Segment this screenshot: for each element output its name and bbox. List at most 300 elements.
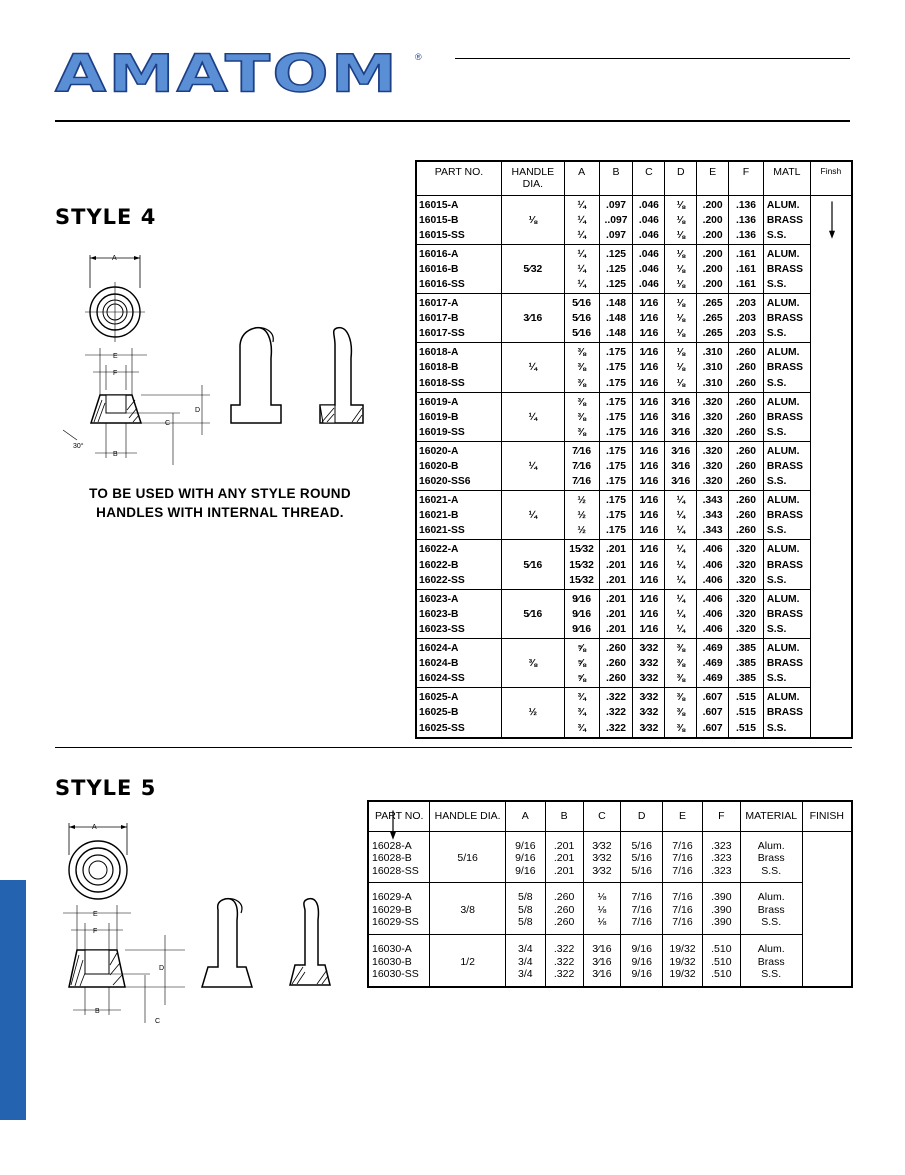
cell-b-line: .260 xyxy=(553,916,575,929)
cell-f-line: .390 xyxy=(711,916,732,929)
cell-f-line: .320 xyxy=(735,608,756,620)
cell-f-line: .260 xyxy=(735,411,756,423)
style4-dim-d: D xyxy=(195,407,201,414)
cell-parts-line: 16015-SS xyxy=(419,229,465,241)
cell-b-line: .175 xyxy=(605,495,627,507)
table-row-group xyxy=(416,540,852,589)
cell-parts-line: 16018-SS xyxy=(419,377,465,389)
cell-f-line: .323 xyxy=(711,852,732,865)
cell-a xyxy=(564,392,599,441)
cell-c-line: 1⁄16 xyxy=(639,313,659,325)
cell-c xyxy=(633,294,665,343)
cell-matl-line: S.S. xyxy=(766,377,787,389)
cell-e-line: .320 xyxy=(702,426,723,438)
cell-d-line: ¼ xyxy=(676,623,686,635)
cell-b-line: .175 xyxy=(605,476,627,488)
cell-d xyxy=(665,688,697,738)
cell-c-line: 1⁄16 xyxy=(639,377,659,389)
cell-f-line: .390 xyxy=(711,891,732,904)
cell-parts-line: 16023-A xyxy=(419,593,459,605)
cell-handle-value: ⅜ xyxy=(528,658,538,670)
cell-c-line: 1⁄16 xyxy=(639,593,659,605)
cell-a-line: ⅜ xyxy=(577,347,586,359)
cell-matl-line: ALUM. xyxy=(766,692,800,704)
cell-a-line: ½ xyxy=(577,495,586,507)
cell-parts-line: 16018-B xyxy=(419,362,459,374)
cell-matl-line: S.S. xyxy=(766,476,787,488)
cell-matl-line: ALUM. xyxy=(766,298,800,310)
cell-d xyxy=(665,441,697,490)
cell-f-line: .320 xyxy=(735,544,756,556)
cell-c-line: .046 xyxy=(638,214,659,226)
cell-c xyxy=(633,343,665,392)
cell-d xyxy=(665,589,697,638)
col-b: B xyxy=(599,161,633,195)
cell-parts-line: 16030-SS xyxy=(372,968,419,981)
cell-f xyxy=(702,883,740,935)
style4-handle-solid-icon xyxy=(231,328,281,423)
cell-a xyxy=(564,688,599,738)
cell-parts-line: 16022-SS xyxy=(419,574,465,586)
cell-c-line: 3⁄16 xyxy=(592,955,612,968)
cell-c-line: 1⁄16 xyxy=(639,544,659,556)
cell-matl-line: ALUM. xyxy=(766,495,800,507)
col-f: F xyxy=(729,161,764,195)
cell-a-line: 15⁄32 xyxy=(569,574,594,586)
cell-a-line: ⅜ xyxy=(577,362,586,374)
cell-c-line: 3⁄32 xyxy=(639,673,659,685)
cell-parts-line: 16018-A xyxy=(419,347,459,359)
cell-e-line: .310 xyxy=(702,362,723,374)
cell-f xyxy=(702,935,740,987)
cell-f xyxy=(729,639,764,688)
cell-d-line: ⅜ xyxy=(676,643,686,655)
cell-matl-line: ALUM. xyxy=(766,248,800,260)
cell-d-line: 7/16 xyxy=(631,916,652,929)
cell-b-line: .322 xyxy=(605,707,627,719)
cell-c xyxy=(583,935,621,987)
cell-matl-line: BRASS xyxy=(766,411,803,423)
cell-b-line: .201 xyxy=(605,544,627,556)
cell-matl xyxy=(763,688,810,738)
cell-a xyxy=(505,883,545,935)
table-row-group xyxy=(368,883,852,935)
cell-b xyxy=(599,441,633,490)
table-row-group xyxy=(416,589,852,638)
cell-e-line: .406 xyxy=(702,559,723,571)
cell-b-line: ..097 xyxy=(604,214,628,226)
col-matl: MATL xyxy=(763,161,810,195)
cell-f-line: .136 xyxy=(735,229,756,241)
cell-matl-line: ALUM. xyxy=(766,643,800,655)
cell-a-line: 7⁄16 xyxy=(572,445,592,457)
style4-heading: STYLE 4 xyxy=(55,205,157,229)
cell-f-line: .385 xyxy=(735,673,756,685)
cell-b-line: .175 xyxy=(605,445,627,457)
cell-parts-line: 16025-SS xyxy=(419,722,465,734)
cell-d xyxy=(665,195,697,244)
cell-handle xyxy=(502,343,565,392)
cell-d-line: 3⁄16 xyxy=(671,476,691,488)
cell-parts-line: 16024-B xyxy=(419,658,459,670)
cell-e-line: .469 xyxy=(702,658,723,670)
cell-f xyxy=(729,392,764,441)
cell-matl-line: S.S. xyxy=(766,525,787,537)
cell-f-line: .260 xyxy=(735,476,756,488)
cell-f xyxy=(729,441,764,490)
cell-c-line: 1⁄16 xyxy=(639,495,659,507)
style4-note-line1: TO BE USED WITH ANY STYLE ROUND xyxy=(89,486,351,501)
section-divider xyxy=(55,747,852,748)
cell-matl xyxy=(740,831,802,883)
style5-drawing xyxy=(55,815,355,1025)
cell-parts-line: 16029-SS xyxy=(372,916,419,929)
cell-b-line: .201 xyxy=(605,623,627,635)
cell-e-line: .200 xyxy=(702,229,723,241)
cell-e-line: .343 xyxy=(702,525,723,537)
cell-e-line: 7/16 xyxy=(672,864,693,877)
cell-f xyxy=(729,540,764,589)
cell-handle xyxy=(502,589,565,638)
cell-e xyxy=(697,244,729,293)
cell-handle xyxy=(502,294,565,343)
style5-dim-a: A xyxy=(92,824,97,831)
col-c: C xyxy=(633,161,665,195)
style4-header-row xyxy=(416,161,852,195)
cell-e-line: .200 xyxy=(702,214,723,226)
cell-handle-value: ¼ xyxy=(528,362,538,374)
cell-a-line: ¾ xyxy=(577,707,586,719)
cell-matl-line: Brass xyxy=(757,852,785,865)
cell-c-line: ⅛ xyxy=(597,891,607,904)
cell-matl xyxy=(763,343,810,392)
cell-a-line: 7⁄16 xyxy=(572,461,592,472)
cell-e xyxy=(697,195,729,244)
style4-dim-c: C xyxy=(165,420,171,427)
cell-c xyxy=(633,639,665,688)
cell-matl-line: ALUM. xyxy=(766,396,800,408)
cell-c-line: .046 xyxy=(638,278,659,290)
table-row-group xyxy=(416,343,852,392)
cell-handle-value: ¼ xyxy=(528,461,538,472)
cell-a-line: ⅜ xyxy=(577,396,586,408)
cell-parts-line: 16020-B xyxy=(419,461,459,472)
finish-cell xyxy=(810,195,852,738)
cell-parts xyxy=(416,589,502,638)
cell-c-line: 3⁄32 xyxy=(639,692,659,704)
cell-f xyxy=(729,195,764,244)
cell-parts xyxy=(416,195,502,244)
cell-e-line: .265 xyxy=(702,298,723,310)
cell-d-line: ⅛ xyxy=(676,263,686,275)
cell-a-line: 9⁄16 xyxy=(572,623,592,635)
cell-f-line: .136 xyxy=(735,214,756,226)
style5-dim-c: C xyxy=(155,1018,161,1025)
cell-e-line: .469 xyxy=(702,673,723,685)
cell-d-line: ⅜ xyxy=(676,707,686,719)
cell-matl-line: ALUM. xyxy=(766,199,800,211)
cell-c-line: 3⁄32 xyxy=(592,852,612,865)
cell-f-line: .203 xyxy=(735,298,756,310)
cell-matl-line: BRASS xyxy=(766,214,803,226)
cell-e-line: .406 xyxy=(702,574,723,586)
cell-parts xyxy=(416,491,502,540)
cell-matl-line: BRASS xyxy=(766,608,803,620)
cell-c-line: 1⁄16 xyxy=(639,559,659,571)
cell-c-line: 3⁄16 xyxy=(592,943,612,956)
cell-a-line: ½ xyxy=(577,525,586,537)
cell-a xyxy=(564,343,599,392)
cell-d xyxy=(621,935,663,987)
cell-c xyxy=(633,491,665,540)
cell-b-line: .175 xyxy=(605,426,627,438)
cell-e-line: .320 xyxy=(702,411,723,423)
cell-parts-line: 16025-A xyxy=(419,692,459,704)
cell-f-line: .260 xyxy=(735,510,756,522)
cell-b xyxy=(599,244,633,293)
cell-d-line: 3⁄16 xyxy=(671,445,691,457)
cell-b-line: .148 xyxy=(605,313,627,325)
style5-header-row xyxy=(368,801,852,831)
cell-handle-value: ½ xyxy=(528,707,538,719)
cell-d-line: ⅜ xyxy=(676,658,686,670)
style5-dim-e: E xyxy=(93,911,98,918)
cell-b-line: .322 xyxy=(605,722,627,734)
style5-dim-d: D xyxy=(159,965,165,972)
table-row-group xyxy=(368,831,852,883)
cell-c-line: .046 xyxy=(638,199,659,211)
cell-b-line: .175 xyxy=(605,510,627,522)
cell-parts-line: 16017-B xyxy=(419,313,459,325)
cell-parts-line: 16029-A xyxy=(372,891,412,904)
cell-d-line: ⅛ xyxy=(676,248,686,260)
cell-a-line: 9⁄16 xyxy=(572,608,592,620)
cell-f xyxy=(729,688,764,738)
header-rule-short xyxy=(455,58,850,59)
cell-matl-line: S.S. xyxy=(766,229,787,241)
cell-e-line: .265 xyxy=(702,313,723,325)
cell-handle xyxy=(502,195,565,244)
cell-handle xyxy=(430,883,506,935)
cell-d-line: ¼ xyxy=(676,593,686,605)
cell-parts-line: 16024-A xyxy=(419,643,459,655)
cell-c-line: 3⁄32 xyxy=(592,839,612,852)
cell-parts-line: 16020-A xyxy=(419,445,459,457)
cell-parts-line: 16024-SS xyxy=(419,673,465,685)
cell-b-line: .201 xyxy=(605,593,627,605)
cell-e xyxy=(697,491,729,540)
cell-b-line: .322 xyxy=(553,955,575,968)
cell-c xyxy=(633,540,665,589)
table-row-group xyxy=(416,294,852,343)
cell-d-line: 5/16 xyxy=(631,864,652,877)
cell-b xyxy=(599,639,633,688)
cell-matl-line: S.S. xyxy=(761,916,782,929)
cell-parts-line: 16019-A xyxy=(419,396,459,408)
cell-parts-line: 16020-SS6 xyxy=(419,476,471,488)
cell-b-line: .125 xyxy=(605,278,627,290)
cell-d-line: ⅜ xyxy=(676,673,686,685)
cell-parts xyxy=(416,688,502,738)
cell-d-line: ¼ xyxy=(676,574,686,586)
cell-e xyxy=(697,343,729,392)
cell-c-line: 1⁄16 xyxy=(639,525,659,537)
cell-c-line: 1⁄16 xyxy=(639,411,659,423)
cell-a xyxy=(564,294,599,343)
col-a: A xyxy=(564,161,599,195)
cell-d-line: ¼ xyxy=(676,510,686,522)
cell-b-line: .175 xyxy=(605,377,627,389)
cell-c-line: 1⁄16 xyxy=(639,328,659,340)
cell-d-line: ¼ xyxy=(676,495,686,507)
cell-matl-line: BRASS xyxy=(766,362,803,374)
cell-f-line: .260 xyxy=(735,426,756,438)
cell-f-line: .385 xyxy=(735,658,756,670)
cell-b xyxy=(599,294,633,343)
cell-b-line: .201 xyxy=(553,864,575,877)
cell-matl-line: S.S. xyxy=(766,278,787,290)
style5-heading: STYLE 5 xyxy=(55,776,157,800)
cell-c xyxy=(583,883,621,935)
cell-c xyxy=(633,195,665,244)
cell-b-line: .322 xyxy=(553,943,575,956)
cell-f-line: .515 xyxy=(735,707,756,719)
cell-f-line: .510 xyxy=(711,968,732,981)
cell-b-line: .322 xyxy=(553,968,575,981)
cell-d-line: ¼ xyxy=(676,559,686,571)
col-b: B xyxy=(545,801,583,831)
cell-e-line: .320 xyxy=(702,461,723,472)
cell-matl-line: S.S. xyxy=(766,623,787,635)
amatom-logo xyxy=(55,44,425,105)
cell-parts-line: 16016-B xyxy=(419,263,459,275)
cell-matl xyxy=(763,589,810,638)
cell-c-line: 3⁄32 xyxy=(639,643,659,655)
cell-d-line: 7/16 xyxy=(631,891,652,904)
cell-d xyxy=(665,244,697,293)
cell-matl-line: S.S. xyxy=(766,673,787,685)
col-material: MATERIAL xyxy=(740,801,802,831)
cell-b-line: .260 xyxy=(553,891,575,904)
col-f: F xyxy=(702,801,740,831)
table-row-group xyxy=(416,441,852,490)
cell-a-line: 15⁄32 xyxy=(569,544,594,556)
cell-f-line: .260 xyxy=(735,347,756,359)
cell-e-line: 7/16 xyxy=(672,839,693,852)
cell-d-line: 9/16 xyxy=(631,968,652,981)
cell-f-line: .161 xyxy=(735,248,756,260)
cell-e-line: .406 xyxy=(702,608,723,620)
cell-a-line: ¾ xyxy=(577,722,586,734)
cell-e-line: .200 xyxy=(702,263,723,275)
cell-b xyxy=(599,392,633,441)
cell-matl-line: S.S. xyxy=(766,722,787,734)
cell-handle xyxy=(430,831,506,883)
cell-d xyxy=(621,883,663,935)
cell-a-line: 5/8 xyxy=(518,891,533,904)
cell-a-line: ¾ xyxy=(577,692,586,704)
cell-b-line: .097 xyxy=(605,229,627,241)
cell-handle xyxy=(502,639,565,688)
cell-f-line: .390 xyxy=(711,903,732,916)
col-finish: Finsh xyxy=(810,161,852,195)
cell-d-line: 3⁄16 xyxy=(671,396,691,408)
cell-b-line: .148 xyxy=(605,328,627,340)
cell-a-line: ⅜ xyxy=(577,411,586,423)
cell-d-line: 5/16 xyxy=(631,852,652,865)
cell-matl-line: Alum. xyxy=(757,891,785,904)
cell-d-line: 3⁄16 xyxy=(671,426,691,438)
cell-e-line: .320 xyxy=(702,476,723,488)
cell-d-line: 3⁄16 xyxy=(671,461,691,472)
cell-d xyxy=(665,294,697,343)
cell-matl xyxy=(740,883,802,935)
cell-e-line: .406 xyxy=(702,544,723,556)
style4-drawing xyxy=(55,240,375,470)
cell-b-line: .260 xyxy=(605,643,627,655)
cell-a-line: 5⁄16 xyxy=(572,328,592,340)
style4-spec-table xyxy=(415,160,853,739)
cell-matl xyxy=(763,441,810,490)
cell-d-line: 3⁄16 xyxy=(671,411,691,423)
col-handle-dia: HANDLE DIA. xyxy=(430,801,506,831)
style4-handle-section-icon xyxy=(320,328,363,423)
cell-e-line: .200 xyxy=(702,199,723,211)
cell-matl-line: S.S. xyxy=(766,426,787,438)
cell-b-line: .260 xyxy=(553,903,575,916)
cell-matl-line: ALUM. xyxy=(766,544,800,556)
cell-b-line: .260 xyxy=(605,673,627,685)
cell-e xyxy=(663,831,703,883)
cell-a-line: ¼ xyxy=(577,229,586,241)
cell-c-line: 1⁄16 xyxy=(639,445,659,457)
cell-handle xyxy=(502,441,565,490)
cell-b-line: .201 xyxy=(553,839,575,852)
cell-a xyxy=(564,244,599,293)
cell-e xyxy=(697,688,729,738)
cell-handle xyxy=(502,392,565,441)
cell-c-line: .046 xyxy=(638,263,659,275)
cell-parts-line: 16028-B xyxy=(372,852,412,865)
style5-spec-table xyxy=(367,800,853,988)
cell-f-line: .323 xyxy=(711,839,732,852)
cell-f xyxy=(729,491,764,540)
cell-a-line: ⅜ xyxy=(577,377,586,389)
cell-parts-line: 16019-B xyxy=(419,411,459,423)
cell-a xyxy=(564,491,599,540)
cell-d-line: ⅛ xyxy=(676,298,686,310)
cell-e-line: 19/32 xyxy=(669,943,696,956)
cell-e xyxy=(697,589,729,638)
cell-d-line: 9/16 xyxy=(631,955,652,968)
cell-parts-line: 16029-B xyxy=(372,903,412,916)
cell-d-line: ⅛ xyxy=(676,278,686,290)
cell-d-line: 9/16 xyxy=(631,943,652,956)
cell-c-line: 1⁄16 xyxy=(639,510,659,522)
cell-e xyxy=(663,935,703,987)
cell-b xyxy=(599,343,633,392)
cell-d-line: 7/16 xyxy=(631,903,652,916)
table-row-group xyxy=(416,195,852,244)
col-part-no: PART NO. xyxy=(368,801,430,831)
cell-d xyxy=(621,831,663,883)
cell-f xyxy=(729,589,764,638)
cell-parts-line: 16023-B xyxy=(419,608,459,620)
cell-a xyxy=(564,540,599,589)
cell-e-line: .343 xyxy=(702,510,723,522)
cell-e xyxy=(663,883,703,935)
cell-d-line: ⅜ xyxy=(676,692,686,704)
